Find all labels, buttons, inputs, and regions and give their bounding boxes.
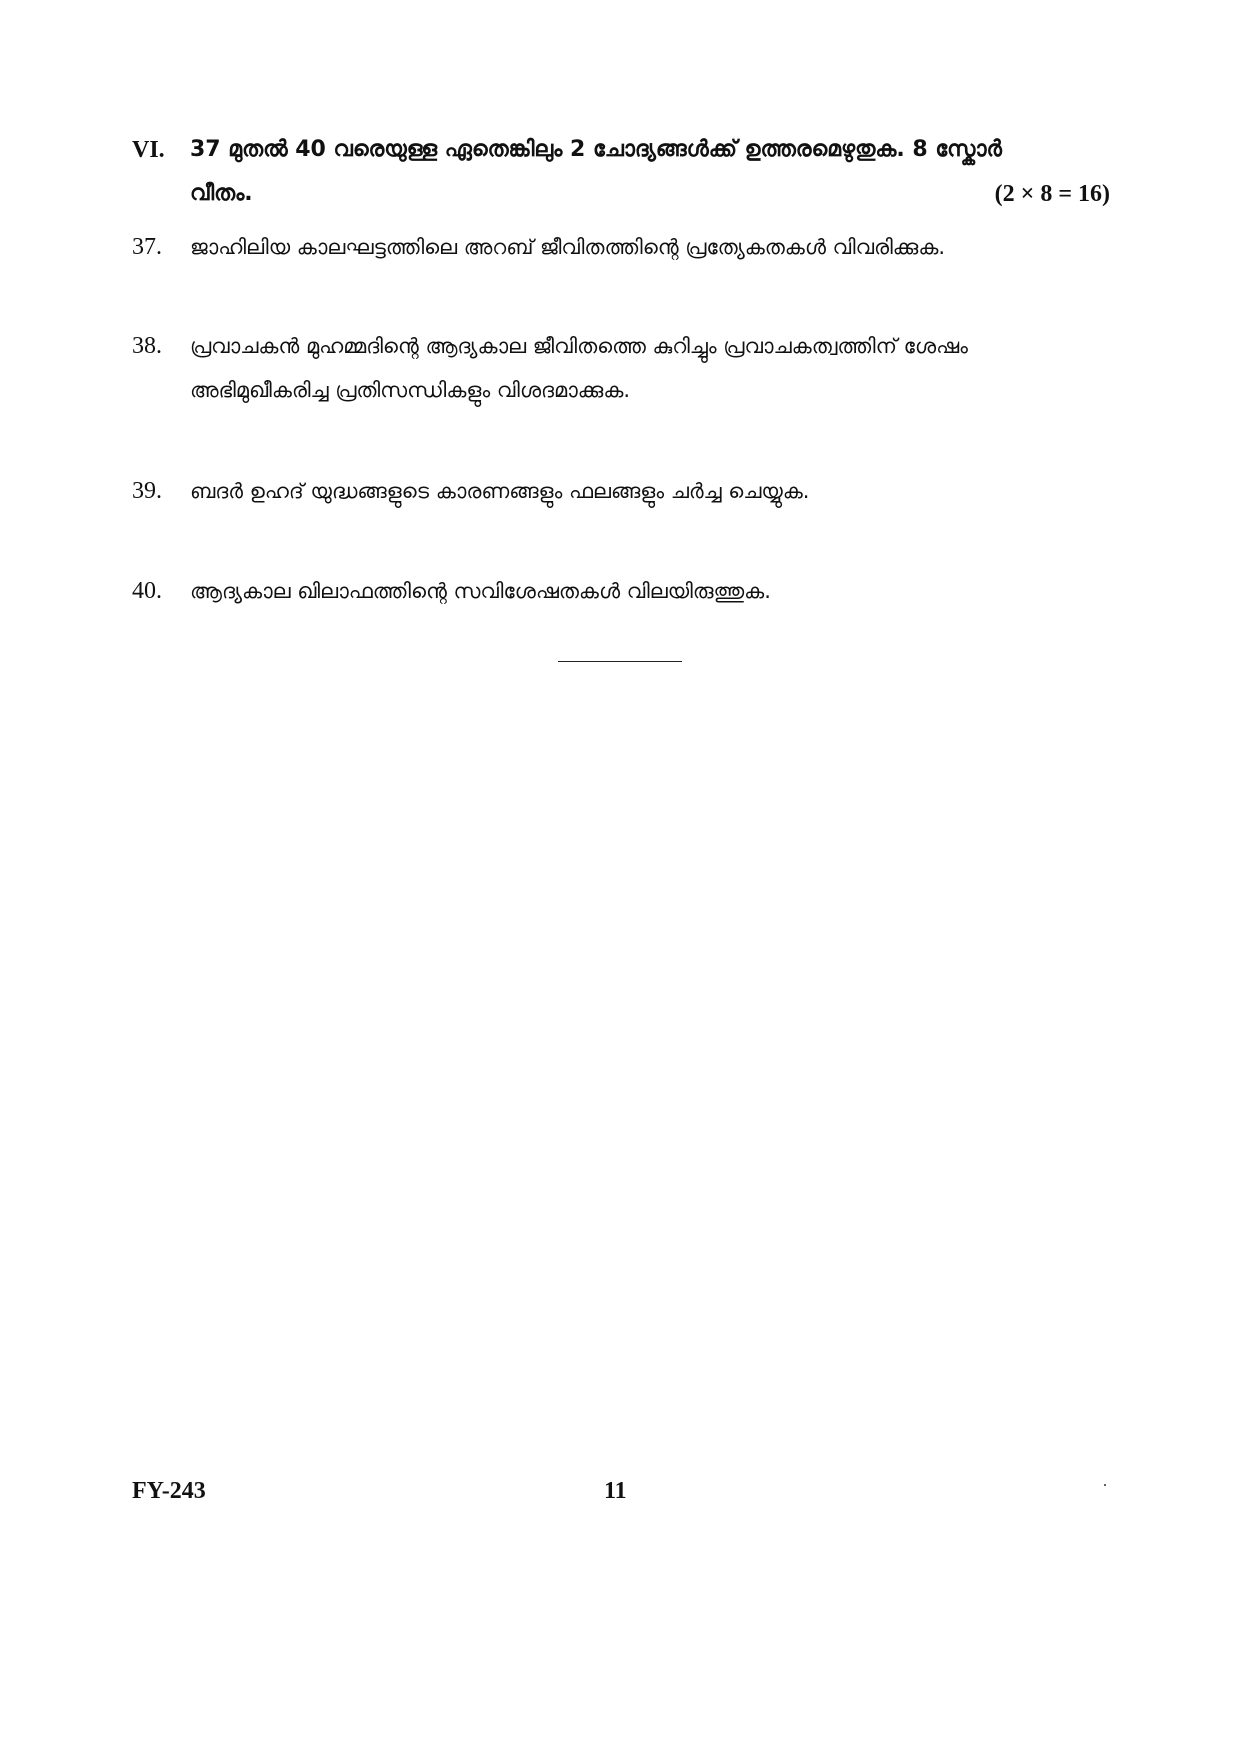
question-text [190,225,1110,269]
question-number: 38. [132,333,162,359]
question-number: 40. [132,578,162,604]
question-line: ആദ്യകാല ഖിലാഫത്തിന്റെ സവിശേഷതകൾ വിലയിരുത്തുക. [190,579,771,603]
question-line: പ്രവാചകൻ മുഹമ്മദിന്റെ ആദ്യകാല ജീവിതത്തെ കുറിച്ചും പ്രവാചകത്വത്തിന് ശേഷം [190,334,968,358]
footer-dot-mark [1104,1484,1106,1486]
end-divider [558,661,682,662]
page-number: 11 [604,1478,627,1504]
question-text [190,324,1110,412]
question-number: 37. [132,234,162,260]
section-marks: (2 × 8 = 16) [994,181,1110,207]
paper-code: FY-243 [132,1478,206,1504]
section-instruction-line2 [190,172,1110,216]
question-line: ബദർ ഉഹദ് യുദ്ധങ്ങളുടെ കാരണങ്ങളും ഫലങ്ങളും ചർച്ച ചെയ്യുക. [190,479,810,503]
section-instruction-continued: വീതം. [190,181,253,206]
section-number: VI. [132,137,165,163]
question-text [190,569,1110,613]
question-line: ജാഹിലിയ കാലഘട്ടത്തിലെ അറബ് ജീവിതത്തിന്റെ പ്രത്യേകതകൾ വിവരിക്കുക. [190,235,946,259]
section-instruction: 37 മുതൽ 40 വരെയുള്ള ഏതെങ്കിലും 2 ചോദ്യങ്ങൾക്ക് ഉത്തരമെഴുതുക. 8 സ്കോർ [190,137,1002,162]
question-text [190,469,1110,513]
question-line: അഭിമുഖീകരിച്ച പ്രതിസന്ധികളും വിശദമാക്കുക. [190,378,631,402]
question-number: 39. [132,478,162,504]
